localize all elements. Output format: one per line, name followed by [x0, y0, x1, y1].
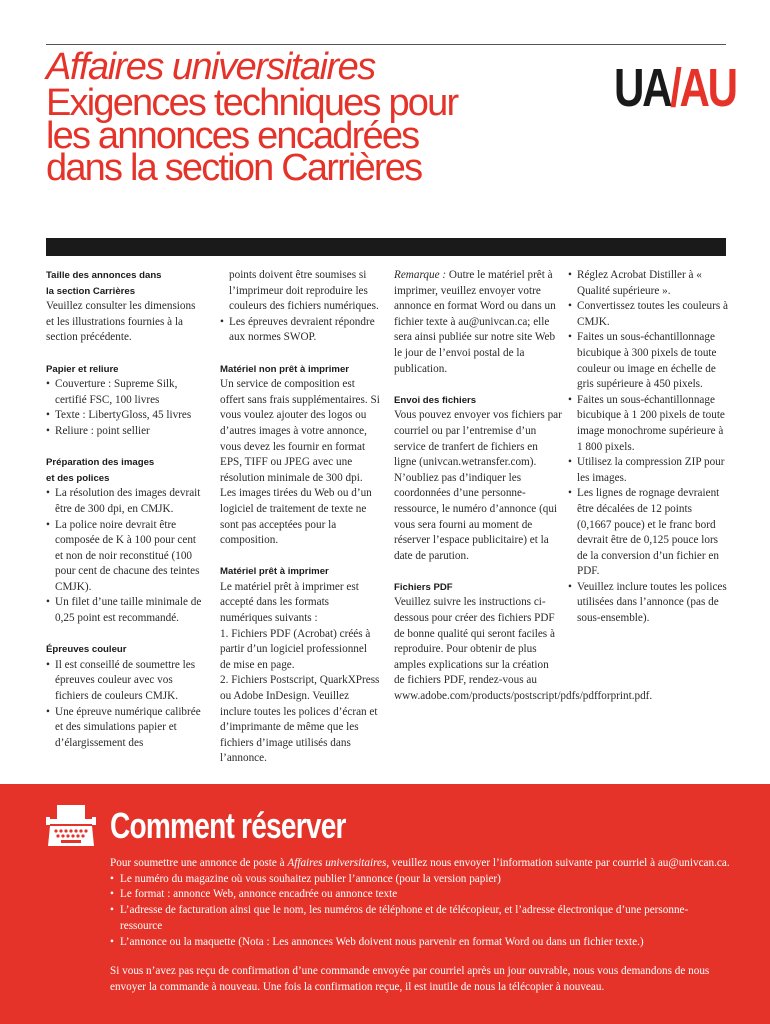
remark-label: Remarque : — [394, 269, 447, 281]
intro-text: Pour soumettre une annonce de poste à — [110, 857, 288, 869]
ua-au-logo — [614, 58, 736, 118]
list-item: • Le numéro du magazine où vous souhaitez publier l’annonce (pour la version papier) — [110, 872, 730, 888]
list-item: • Utilisez la compression ZIP pour les images. — [568, 455, 728, 486]
typewriter-icon — [46, 804, 96, 848]
title-line: dans la section Carrières — [46, 147, 422, 189]
bullet-list — [220, 315, 380, 346]
footer-bullet-list — [110, 872, 730, 951]
bullet-list — [46, 486, 206, 626]
list-item: • Le format : annonce Web, annonce encadrée ou annonce texte — [110, 887, 730, 903]
title-line: Exigences techniques pour — [46, 82, 458, 124]
footer-title: Comment réserver — [110, 805, 346, 846]
column-1 — [46, 268, 206, 751]
list-item: • Reliure : point sellier — [46, 424, 206, 440]
paragraph: Vous pouvez envoyer vos fichiers par courriel ou par l’entremise d’un service de tranfert de fichiers en ligne (univcan.wetransfer.com). N’oubliez pas d’indiquer les coordonnées d’une personne-ressource, le numéro d’annonce (qui vous sera fourni au moment de réserver l’espace publicitaire) et la date de parution. — [394, 409, 562, 562]
page-title — [46, 46, 566, 189]
section-heading: Envoi des fichiers — [394, 394, 477, 406]
list-item: • Texte : LibertyGloss, 45 livres — [46, 408, 206, 424]
logo-slash: / — [670, 58, 680, 118]
list-item: • Les épreuves devraient répondre aux normes SWOP. — [220, 315, 380, 346]
section-heading: Épreuves couleur — [46, 644, 127, 656]
section-heading: Matériel prêt à imprimer — [220, 566, 329, 578]
logo-au: AU — [679, 58, 736, 118]
list-item: • Couverture : Supreme Silk, certifié FSC, 100 livres — [46, 377, 206, 408]
bullet-list — [46, 377, 206, 439]
logo-ua: UA — [614, 58, 671, 118]
bullet-list — [46, 658, 206, 752]
footer-body — [110, 856, 730, 996]
list-item: • Faites un sous-échantillonnage bicubique à 1 200 pixels de toute image monochrome supérieure à 1 800 pixels. — [568, 393, 728, 455]
list-item: • Une épreuve numérique calibrée et des simulations papier et d’élargissement des — [46, 705, 206, 752]
footer-closing: Si vous n’avez pas reçu de confirmation d’une commande envoyée par courriel après un jour ouvrable, nous vous demandons de nous envoyer la commande à nouveau. Une fois la confirmation reçue, il est inutile de nous la télécopier à nouveau. — [110, 965, 710, 993]
column-4 — [568, 268, 728, 627]
section-heading: et des polices — [46, 472, 110, 484]
paragraph: Un service de composition est offert sans frais supplémentaires. Si vous voulez ajouter des logos ou d’autres images à votre annonce, vous devez les fournir en format EPS, TIFF ou JPEG avec une résolution minimale de 300 dpi. Les images tirées du Web ou d’un logiciel de traitement de texte ne sont pas acceptées pour la composition. — [220, 378, 380, 547]
list-item: • La résolution des images devrait être de 300 dpi, en CMJK. — [46, 486, 206, 517]
list-item: • La police noire devrait être composée de K à 100 pour cent et non de noir reconstitué (100 pour cent de chacune des teintes CMJK). — [46, 518, 206, 596]
bullet-list — [568, 268, 728, 627]
list-item: • Les lignes de rognage devraient être décalées de 12 points (0,1667 pouce) et le franc bord devrait être de 0,125 pouce lors de la conversion d’un fichier en PDF. — [568, 486, 728, 580]
section-heading: Matériel non prêt à imprimer — [220, 363, 350, 375]
booking-footer — [0, 784, 770, 1024]
paragraph: Le matériel prêt à imprimer est accepté dans les formats numériques suivants : — [220, 580, 359, 625]
section-heading: la section Carrières — [46, 285, 136, 297]
column-2 — [220, 268, 380, 767]
section-divider-bar — [46, 238, 726, 256]
numbered-item: 2. Fichiers Postscript, QuarkXPress ou Adobe InDesign. Veuillez inclure toutes les polices d’écran et d’imprimante de même que les fichiers d’image utilisés dans l’annonce. — [220, 674, 380, 765]
remark-paragraph — [394, 268, 562, 377]
list-item: • L’adresse de facturation ainsi que le nom, les numéros de téléphone et de télécopieur, et l’adresse électronique d’une personne-ressource — [110, 903, 730, 934]
section-heading: Papier et reliure — [46, 363, 119, 375]
list-item: • L’annonce ou la maquette (Nota : Les annonces Web doivent nous parvenir en format Word ou dans un fichier texte.) — [110, 935, 730, 951]
top-rule — [46, 44, 726, 45]
list-item: • Il est conseillé de soumettre les épreuves couleur avec vos fichiers de couleurs CMJK. — [46, 658, 206, 705]
paragraph: Veuillez suivre les instructions ci-dessous pour créer des fichiers PDF de bonne qualité qui seront faciles à reproduire. Pour obtenir de plus amples explications sur la création de fichiers PDF, rendez-vous au www.adobe.com/products/postscript/pdfs/pdfforprint.pdf. — [394, 596, 653, 703]
paragraph: points doivent être soumises si l’imprimeur doit reproduire les couleurs des fichiers numériques. — [229, 269, 379, 313]
paragraph: Veuillez consulter les dimensions et les illustrations fournies à la section précédente. — [46, 300, 196, 344]
footer-intro — [110, 856, 730, 872]
title-line: les annonces encadrées — [46, 114, 419, 157]
list-item: • Convertissez toutes les couleurs à CMJK. — [568, 299, 728, 330]
list-item: • Faites un sous-échantillonnage bicubique à 300 pixels de toute couleur ou image en échelle de gris supérieure à 450 pixels. — [568, 330, 728, 392]
numbered-item: 1. Fichiers PDF (Acrobat) créés à partir d’un logiciel professionnel de mise en page. — [220, 627, 371, 671]
remark-text: Outre le matériel prêt à imprimer, veuillez envoyer votre annonce en format Word ou dans un fichier texte à au@univcan.ca; elle sera ainsi publiée sur notre site Web le jour de l’envoi postal de la publication. — [394, 269, 556, 375]
magazine-title: Affaires universitaires — [46, 46, 375, 88]
section-heading: Taille des annonces dans — [46, 270, 162, 281]
list-item: • Veuillez inclure toutes les polices utilisées dans l’annonce (pas de sous-ensemble). — [568, 580, 728, 627]
list-item: • Réglez Acrobat Distiller à « Qualité supérieure ». — [568, 268, 728, 299]
section-heading: Fichiers PDF — [394, 581, 453, 593]
section-heading: Préparation des images — [46, 457, 155, 469]
intro-text: , veuillez nous envoyer l’information suivante par courriel à au@univcan.ca. — [386, 857, 730, 869]
list-item: • Un filet d’une taille minimale de 0,25 point est recommandé. — [46, 595, 206, 626]
document-title — [46, 82, 566, 189]
magazine-name: Affaires universitaires — [287, 857, 387, 869]
